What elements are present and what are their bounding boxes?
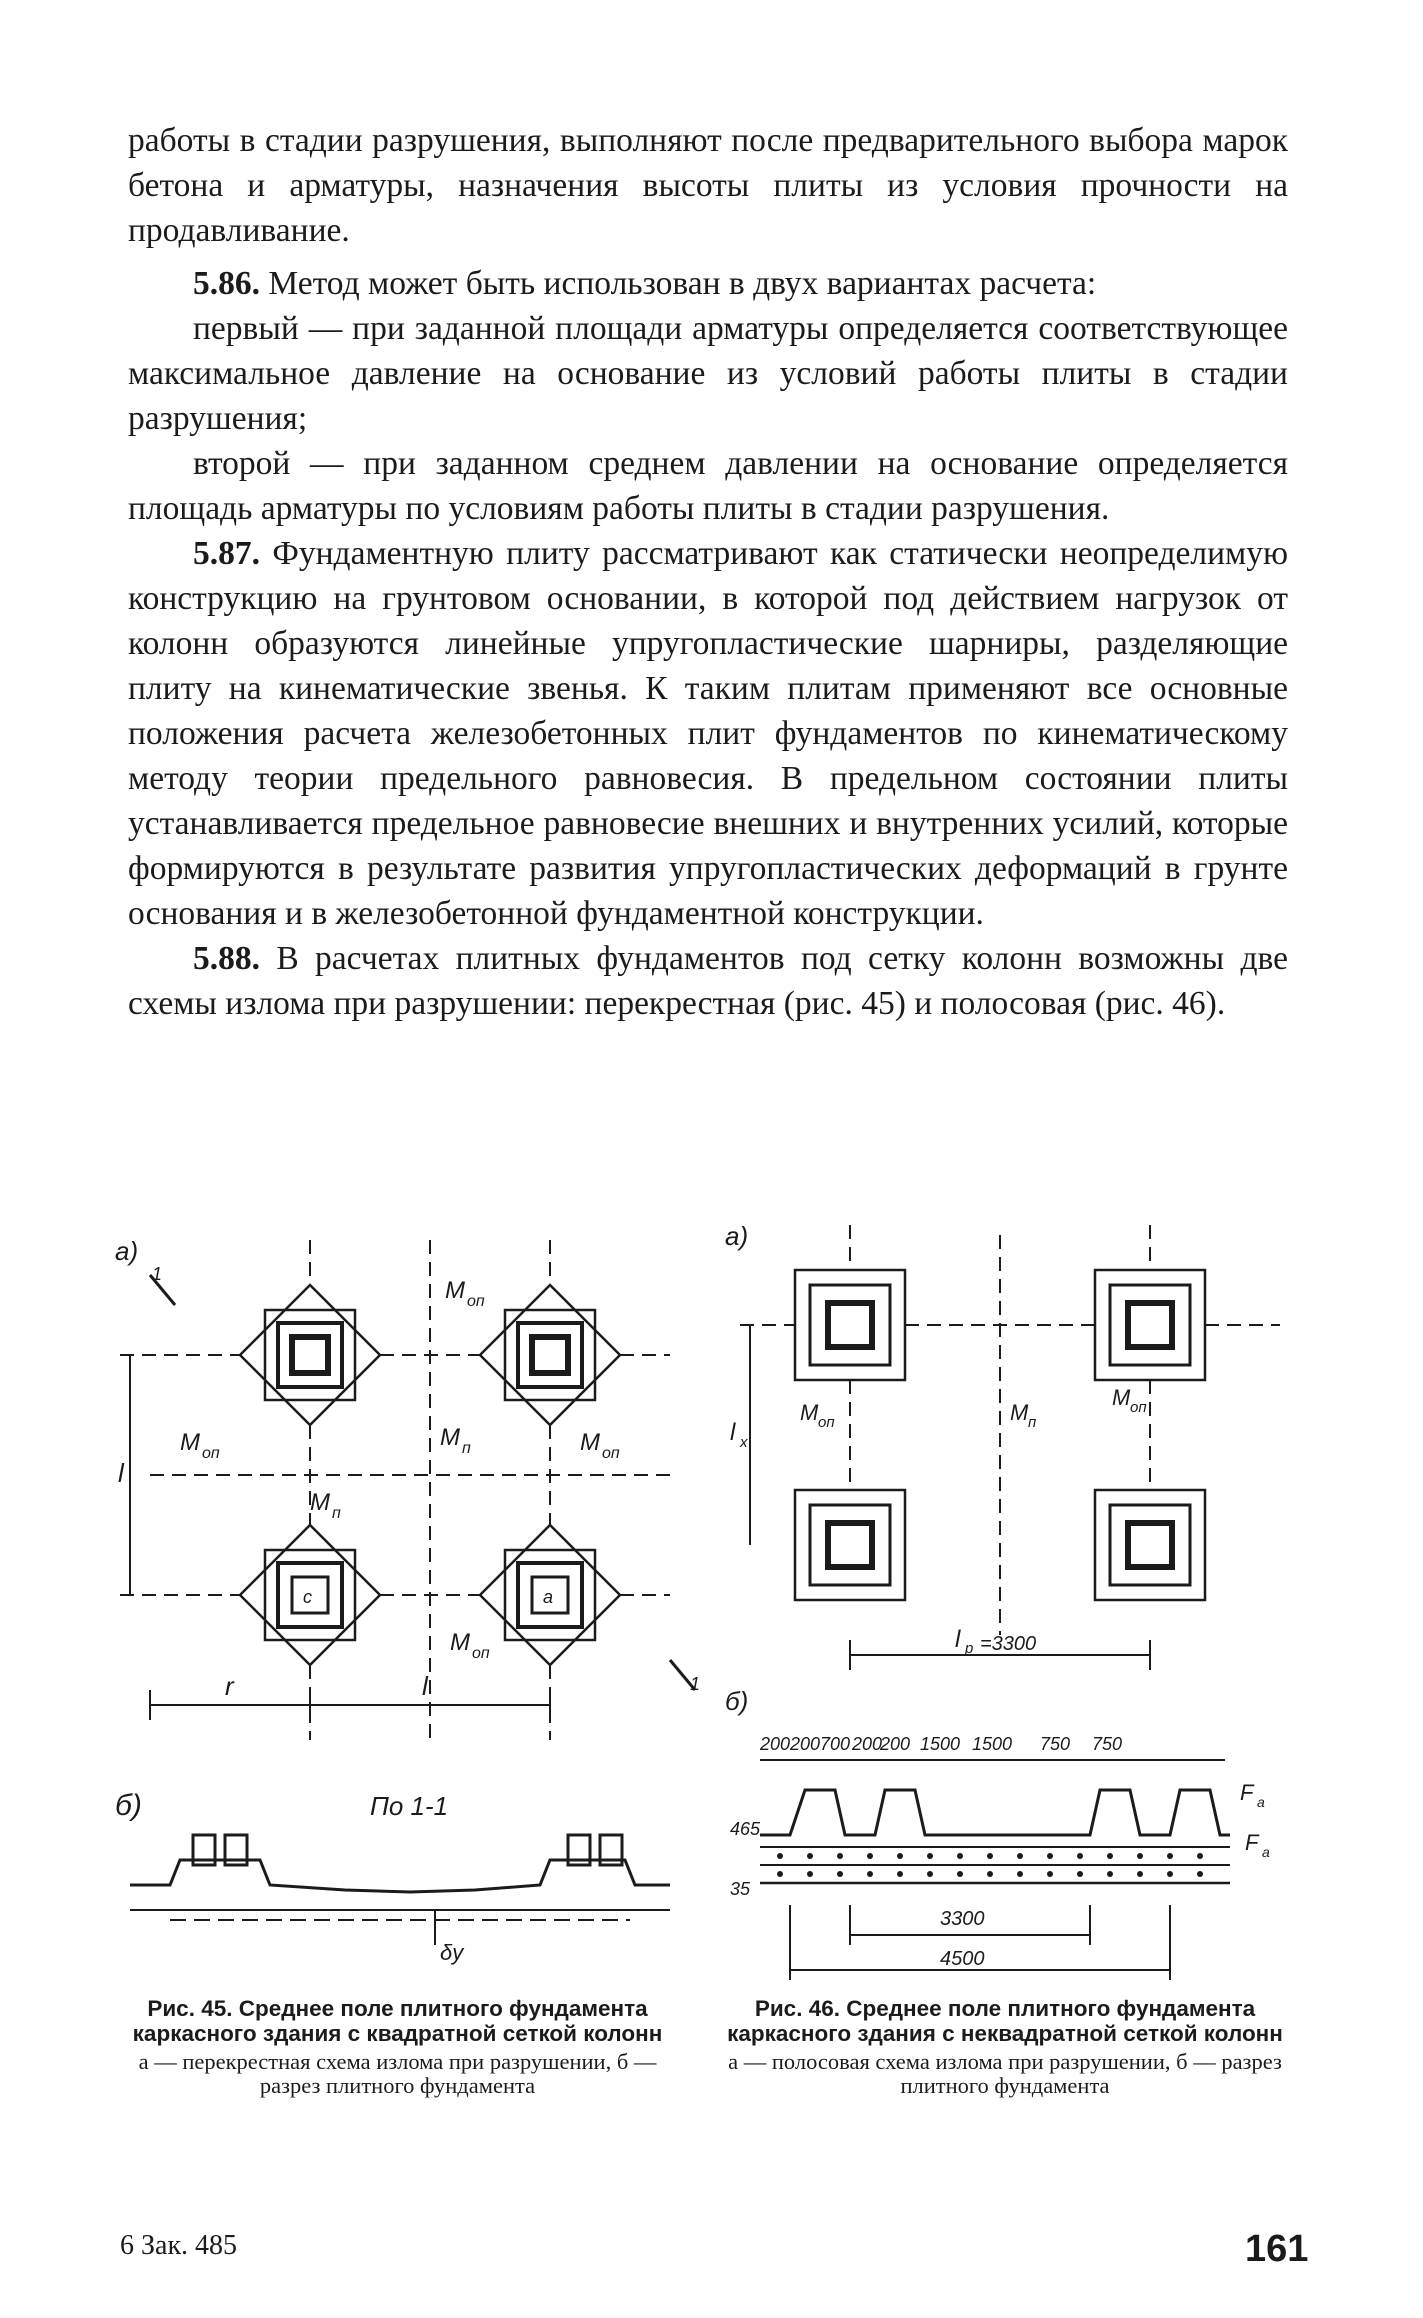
fig46-fa-top-sub: a (1257, 1794, 1265, 1810)
fig46-dim-465: 465 (730, 1819, 761, 1839)
fig45-col-a: а (543, 1587, 554, 1607)
fig46-lx-sub: x (740, 1434, 748, 1451)
figure-46 (720, 1215, 1320, 1970)
fig46-m-op-label: M (800, 1400, 819, 1425)
fig46-fa-top: F (1240, 1780, 1254, 1805)
fig45-m-op-right-label: M (580, 1429, 600, 1456)
fig46-dims-top (759, 1734, 1122, 1754)
fig46-m-p-sub: п (1028, 1414, 1037, 1431)
footer-order-number: 6 Зак. 485 (120, 2230, 238, 2261)
section-46-drawing (760, 1760, 1230, 1980)
fig46-label-a: а) (725, 1221, 749, 1251)
fig45-section-mark-top: 1 (152, 1264, 163, 1284)
figure-46-caption (715, 1996, 1295, 2098)
paragraph-586: 5.86. Метод может быть использован в двух вариантах расчета: (193, 265, 1097, 302)
fig45-section-label: По 1-1 (370, 1791, 449, 1821)
fig45-label-a: а) (115, 1236, 139, 1266)
fig46-m-p-label: M (1010, 1400, 1029, 1425)
column-top-left (240, 1285, 380, 1425)
svg-text:200: 200 (852, 1734, 883, 1754)
fig45-m-p2-sub: п (332, 1505, 341, 1522)
figure-45 (110, 1220, 701, 1965)
fig46-lp-sub: p (965, 1640, 974, 1657)
column-46-bottom-left (795, 1490, 905, 1600)
fig45-m-op2-sub: оп (472, 1645, 490, 1662)
column-46-bottom-right (1095, 1490, 1205, 1600)
fig45-m-op1-label: M (445, 1277, 465, 1304)
paragraph-587: 5.87. Фундаментную плиту рассматривают как статически неопределимую конструкцию на грунтовом основании, в которой под действием нагрузок от колонн образуются линейные упругопластические шарниры, разделяющие плиту на кинематические звенья. К таким плитам применяют все основные положения расчета железобетонных плит фундаментов по кинематическому методу теории предельного равновесия. В предельном состоянии плиты устанавливается предельное равновесие внешних и внутренних усилий, которые формируются в результате развития упругопластических деформаций в грунте основания и в железобетонной фундаментной конструкции. (128, 535, 1288, 932)
svg-text:200: 200 (880, 1734, 911, 1754)
fig45-m-op-sub: оп (202, 1445, 220, 1462)
svg-text:750: 750 (1092, 1734, 1123, 1754)
fig46-dim-4500: 4500 (940, 1948, 985, 1970)
fig46-lp-val: =3300 (980, 1633, 1037, 1655)
fig45-label-b: б) (115, 1789, 142, 1822)
fig46-fa-bot-sub: a (1262, 1844, 1270, 1860)
page-number: 161 (1245, 2228, 1309, 2270)
fig45-m-op-right-sub: оп (602, 1445, 620, 1462)
svg-text:1500: 1500 (920, 1734, 961, 1754)
figure-45-drawing (110, 1220, 701, 1990)
fig45-m-p-sub: п (462, 1440, 471, 1457)
svg-text:200: 200 (790, 1734, 821, 1754)
figure-46-caption-desc: а — полосовая схема излома при разрушении, б — разрез плитного фундамента (728, 2049, 1282, 2098)
svg-text:1500: 1500 (972, 1734, 1013, 1754)
fig45-m-op1-sub: оп (467, 1293, 485, 1310)
fig46-m-op-sub: оп (818, 1414, 835, 1431)
column-46-top-left (795, 1270, 905, 1380)
fig46-dim-3300: 3300 (940, 1908, 985, 1930)
fig45-m-op-label: M (180, 1429, 200, 1456)
paragraph-variant-1: первый — при заданной площади арматуры определяется соответствующее максимальное давление на основание из условий работы плиты в стадии разрушения; (128, 310, 1288, 437)
column-46-top-right (1095, 1270, 1205, 1380)
fig46-m-op-right-sub: оп (1130, 1399, 1147, 1416)
fig45-dim-r: r (225, 1671, 234, 1701)
body-text (128, 118, 1288, 1026)
column-top-right (480, 1285, 620, 1425)
fig45-delta: δу (440, 1940, 464, 1965)
section-1-1-drawing (130, 1835, 670, 1945)
fig46-m-op-right-label: M (1112, 1385, 1131, 1410)
fig46-lx: l (730, 1419, 736, 1446)
figure-45-caption-desc: а — перекрестная схема излома при разрушении, б — разрез плитного фундамента (138, 2049, 657, 2098)
fig46-label-b: б) (725, 1686, 749, 1716)
paragraph-1: работы в стадии разрушения, выполняют после предварительного выбора марок бетона и арматуры, назначения высоты плиты из условия прочности на продавливание. (128, 122, 1288, 249)
figure-45-caption (120, 1996, 675, 2098)
figure-45-caption-title: Рис. 45. Среднее поле плитного фундамента каркасного здания с квадратной сеткой колонн (132, 1996, 663, 2046)
figure-46-caption-title: Рис. 46. Среднее поле плитного фундамента каркасного здания с неквадратной сеткой колонн (727, 1996, 1283, 2046)
fig45-m-p-label: M (440, 1424, 460, 1451)
fig45-dim-l-vert: l (118, 1458, 124, 1488)
fig45-m-op2-label: M (450, 1629, 470, 1656)
svg-text:200: 200 (760, 1734, 791, 1754)
svg-text:750: 750 (1040, 1734, 1071, 1754)
fig46-fa-bot: F (1245, 1830, 1259, 1855)
fig46-lp: l (955, 1626, 961, 1653)
svg-text:700: 700 (820, 1734, 851, 1754)
fig45-col-c: с (303, 1587, 312, 1607)
fig45-m-p2-label: M (310, 1489, 330, 1516)
fig45-section-mark-bottom: 1 (690, 1674, 701, 1694)
fig46-dim-35: 35 (730, 1879, 751, 1899)
figure-46-drawing (720, 1215, 1320, 1975)
paragraph-588: 5.88. В расчетах плитных фундаментов под сетку колонн возможны две схемы излома при разрушении: перекрестная (рис. 45) и полосовая (рис. 46). (128, 940, 1288, 1022)
paragraph-variant-2: второй — при заданном среднем давлении на основание определяется площадь арматуры по условиям работы плиты в стадии разрушения. (128, 445, 1288, 527)
fig45-dim-l: l (422, 1671, 428, 1701)
